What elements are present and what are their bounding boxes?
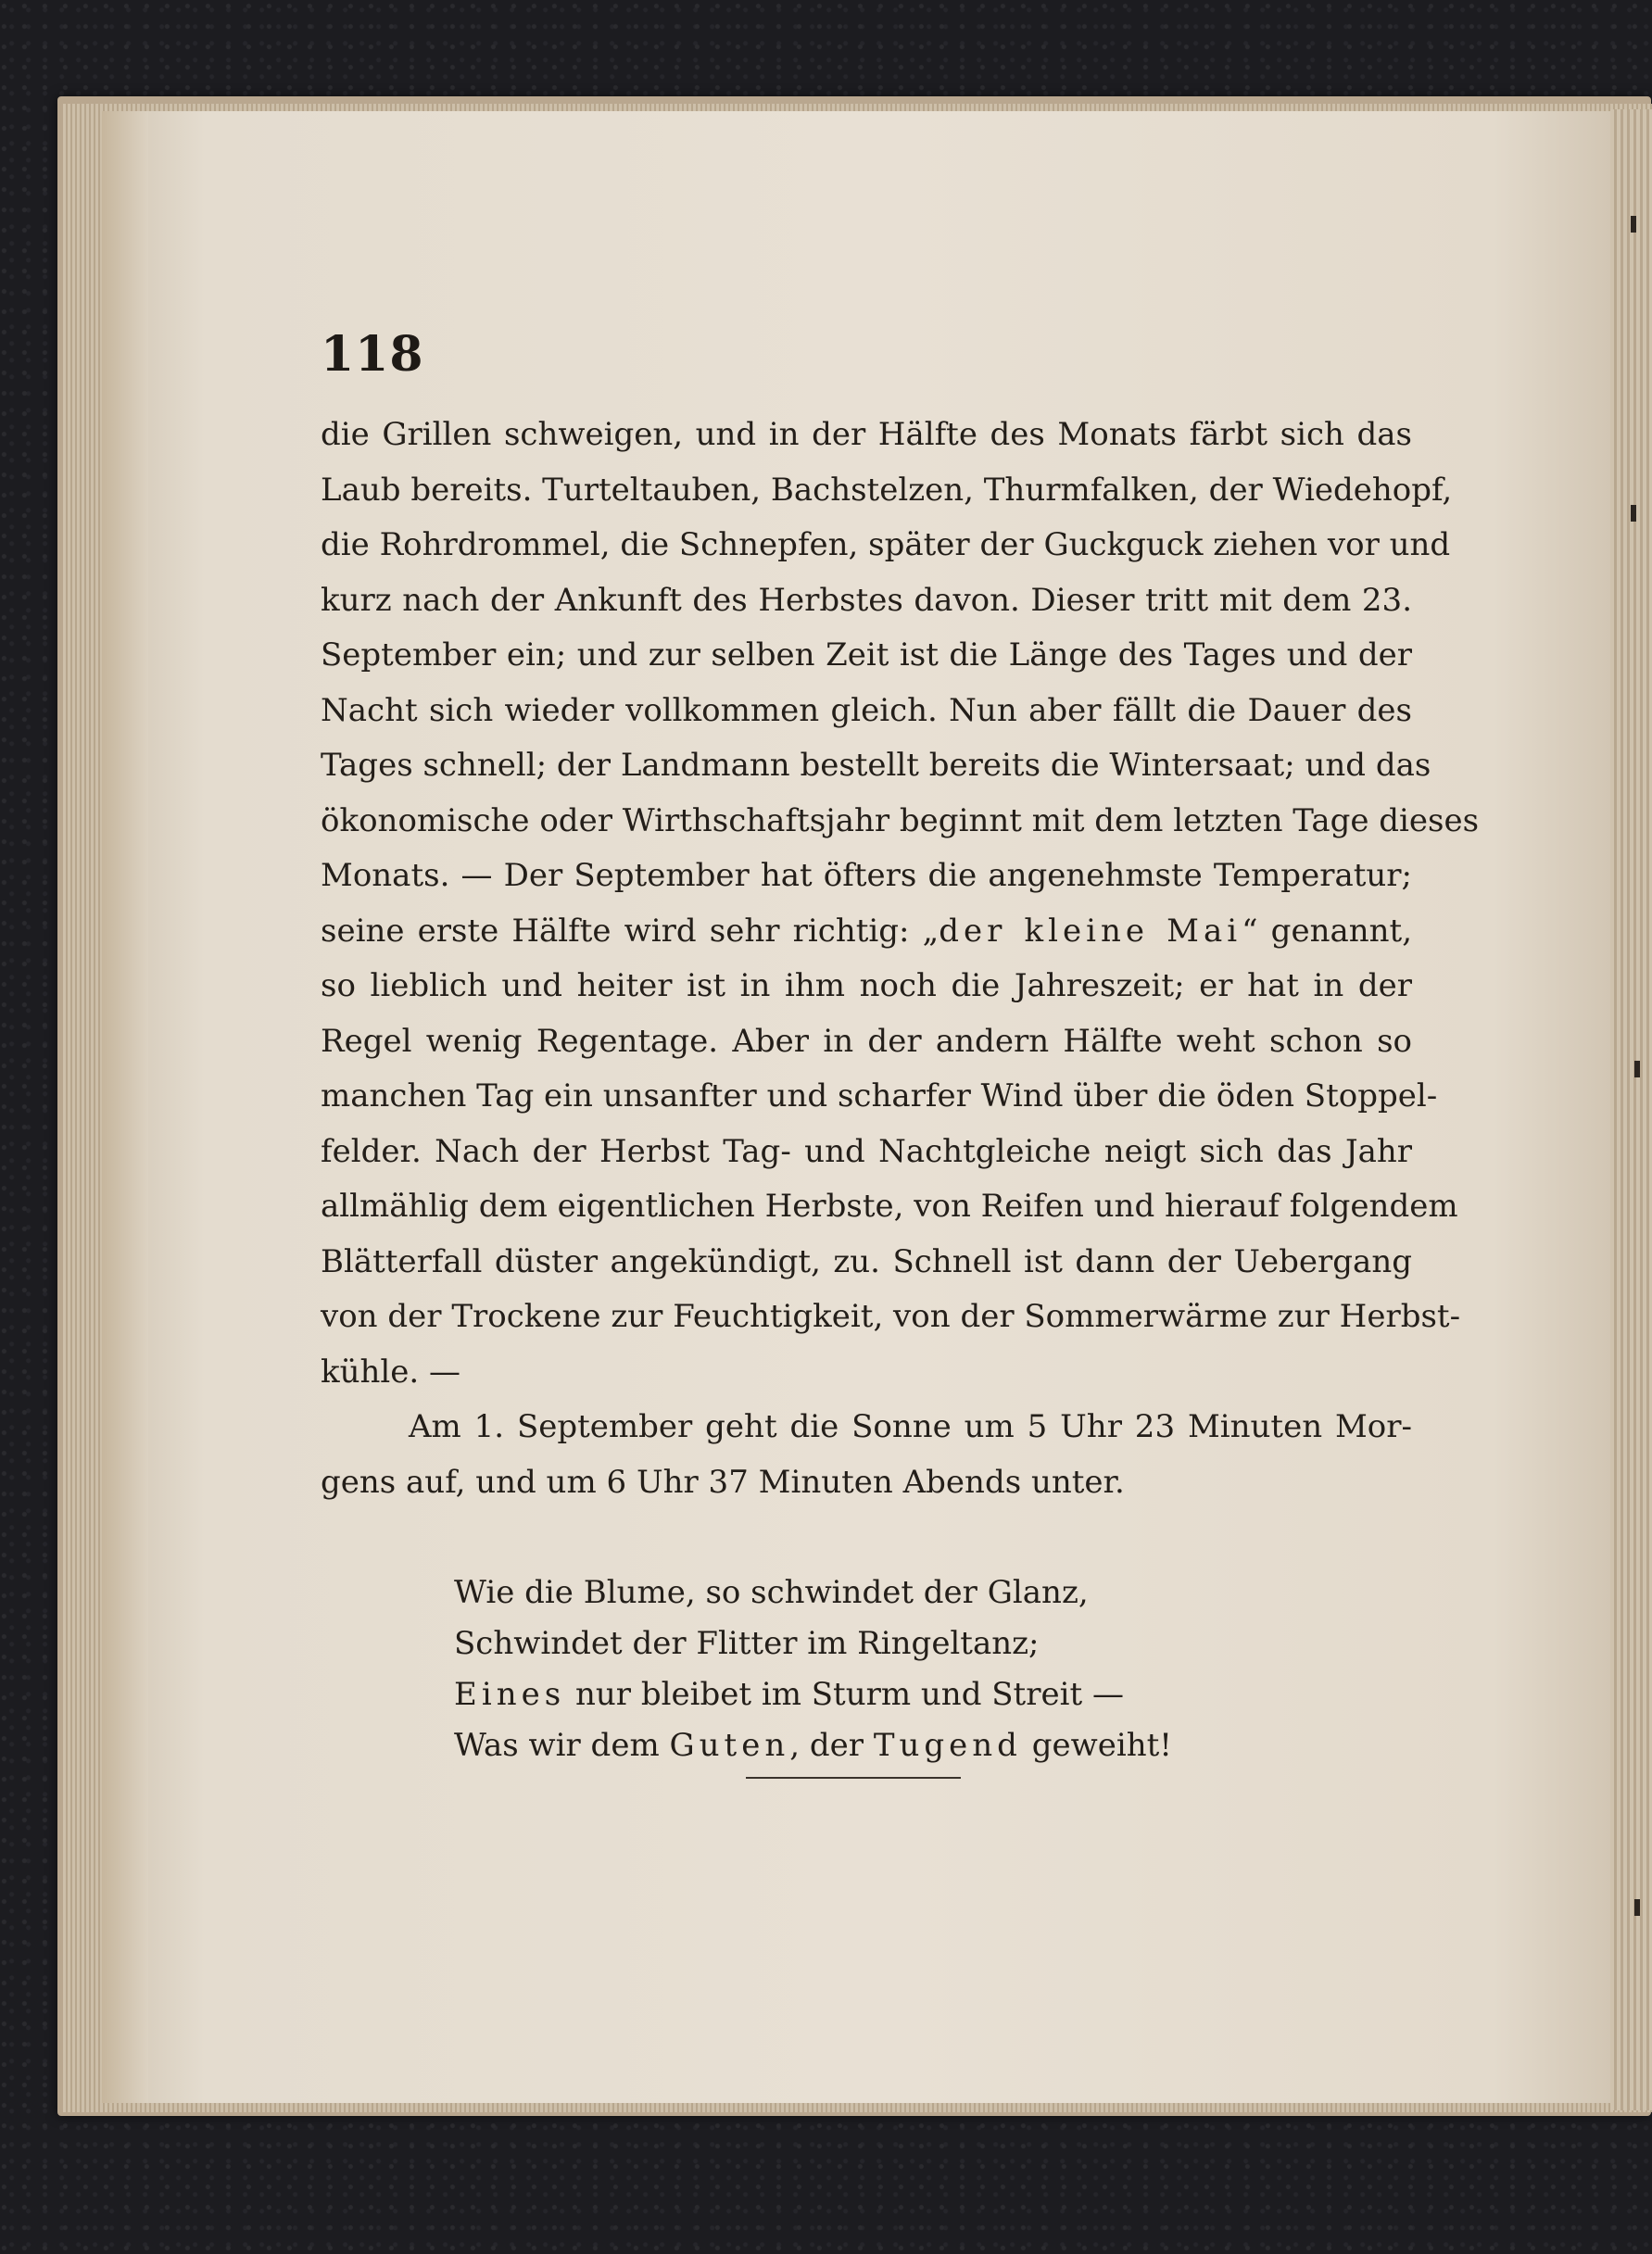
text-line: Laub bereits. Turteltauben, Bachstelzen, Thurmfalken, der Wiedehopf, [321,471,1453,509]
poem-line [454,1669,1288,1720]
spaced-word: Tugend [873,1727,1022,1764]
text-fragment: nur bleibet im Sturm und Streit — [565,1676,1124,1713]
edge-mark [1634,1061,1640,1077]
text-fragment: “ genannt, [1242,912,1413,950]
spaced-word: Guten [669,1727,790,1764]
text-line: Am 1. September geht die Sonne um 5 Uhr 23 Minuten Mor- [409,1408,1412,1445]
text-line: kurz nach der Ankunft des Herbstes davon. Dieser tritt mit dem 23. [321,581,1412,619]
text-line: gens auf, und um 6 Uhr 37 Minuten Abends unter. [321,1463,1125,1501]
poem-line: Schwindet der Flitter im Ringeltanz; [454,1625,1040,1662]
text-line: allmählig dem eigentlichen Herbste, von Reifen und hierauf folgendem [321,1188,1458,1225]
end-rule [746,1777,961,1779]
edge-mark [1631,505,1636,522]
poem-line: Wie die Blume, so schwindet der Glanz, [454,1574,1089,1611]
text-fragment: seine erste Hälfte wird sehr richtig: „ [321,912,939,950]
spaced-word: Eines [454,1676,566,1713]
text-line: ökonomische oder Wirthschaftsjahr beginnt mit dem letzten Tage dieses [321,801,1480,839]
page-gutter [102,111,148,2103]
poem [454,1568,1288,1771]
text-line: von der Trockene zur Feuchtigkeit, von der Sommerwärme zur Herbst- [321,1298,1461,1335]
edge-mark [1634,1899,1640,1916]
text-line: kühle. — [321,1353,461,1391]
text-line: Monats. — Der September hat öfters die angenehmste Temperatur; [321,857,1412,894]
text-line: Nacht sich wieder vollkommen gleich. Nun aber fällt die Dauer des [321,691,1412,729]
text-fragment: Was wir dem [454,1727,670,1764]
text-line: Blätterfall düster angekündigt, zu. Schnell ist dann der Uebergang [321,1242,1412,1280]
text-line: die Rohrdrommel, die Schnepfen, später der Guckguck ziehen vor und [321,526,1451,563]
body-text [321,408,1480,1510]
text-line: die Grillen schweigen, und in der Hälfte des Monats färbt sich das [321,416,1412,453]
text-line-quote [321,904,1412,960]
page-edges-right [1610,109,1652,2110]
poem-line [454,1720,1288,1771]
text-line: felder. Nach der Herbst Tag- und Nachtgleiche neigt sich das Jahr [321,1132,1412,1170]
text-line: manchen Tag ein unsanfter und scharfer Wind über die öden Stoppel- [321,1077,1438,1114]
text-line: so lieblich und heiter ist in ihm noch die Jahreszeit; er hat in der [321,967,1412,1004]
spaced-phrase: der kleine Mai [939,912,1242,950]
text-line: Tages schnell; der Landmann bestellt bereits die Wintersaat; und das [321,747,1431,784]
page-number: 118 [321,326,424,383]
edge-mark [1631,216,1636,233]
text-fragment: , der [789,1727,874,1764]
text-line: September ein; und zur selben Zeit ist die Länge des Tages und der [321,636,1412,674]
text-line: Regel wenig Regentage. Aber in der andern Hälfte weht schon so [321,1022,1412,1060]
text-fragment: geweiht! [1021,1727,1172,1764]
